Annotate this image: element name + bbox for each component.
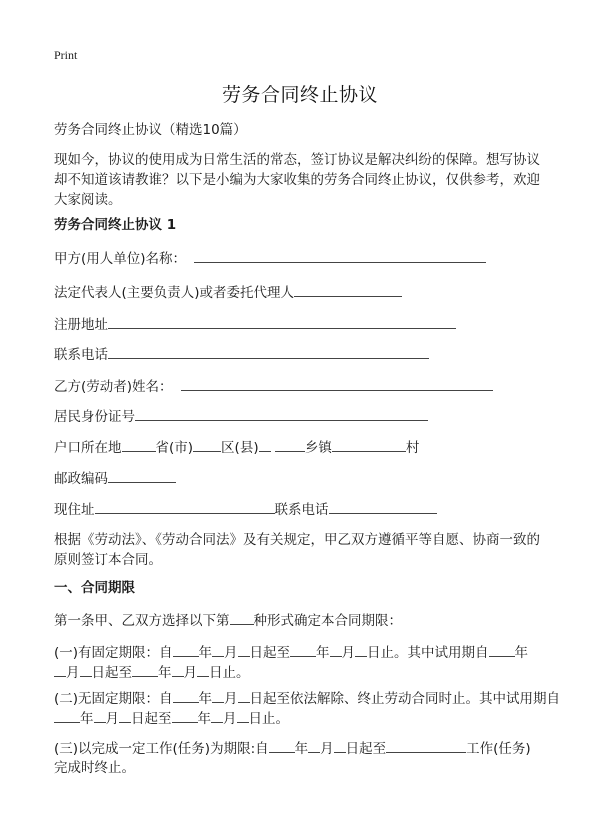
text: 月	[224, 691, 238, 707]
section-heading: 劳务合同终止协议 1	[54, 217, 177, 233]
text: 年	[514, 645, 529, 661]
text: 日止。	[367, 645, 408, 661]
blank-line[interactable]	[122, 437, 156, 452]
option-task-term-line2: 完成时终止。	[54, 760, 135, 776]
field-label: 户口所在地	[54, 440, 122, 456]
text: 种形式确定本合同期限：	[253, 613, 402, 629]
text: 月	[183, 665, 197, 681]
text: 日起至	[131, 711, 172, 727]
field-label: 联系电话	[274, 502, 329, 518]
blank-line[interactable]	[489, 642, 515, 657]
text: 日起至依法解除、终止劳动合同时止。其中试用期自	[249, 691, 561, 707]
text: 第一条甲、乙双方选择以下第	[54, 613, 230, 629]
field-label: 注册地址	[54, 317, 108, 333]
blank-line[interactable]	[173, 688, 199, 703]
text: 日起至	[249, 645, 291, 661]
basis-paragraph: 根据《劳动法》、《劳动合同法》及有关规定，甲乙双方遵循平等自愿、协商一致的原则签订本合同。	[54, 532, 540, 568]
blank-line[interactable]	[108, 314, 456, 329]
term-heading: 一、合同期限	[54, 580, 135, 596]
text: 年	[198, 645, 213, 661]
text: (一)有固定期限：自	[54, 645, 173, 661]
blank-line[interactable]	[355, 642, 367, 657]
blank-line[interactable]	[230, 610, 254, 625]
blank-line[interactable]	[108, 468, 176, 483]
blank-line[interactable]	[334, 738, 346, 753]
text: 年	[294, 741, 309, 757]
field-label: 甲方(用人单位)名称：	[54, 251, 187, 267]
field-label: 乙方(劳动者)姓名：	[54, 379, 173, 395]
blank-line[interactable]	[238, 688, 250, 703]
field-label: 联系电话	[54, 347, 108, 363]
document-title: 劳务合同终止协议	[221, 84, 378, 106]
blank-line[interactable]	[211, 708, 223, 723]
blank-line[interactable]	[135, 406, 428, 421]
field-label: 村	[405, 440, 420, 456]
blank-line[interactable]	[290, 642, 316, 657]
text: (三)以完成一定工作(任务)为期限:自	[54, 741, 269, 757]
blank-line[interactable]	[194, 248, 486, 263]
text: (二)无固定期限：自	[54, 691, 173, 707]
blank-line[interactable]	[329, 499, 437, 514]
field-phone-a	[54, 344, 429, 365]
text: 年	[80, 711, 94, 727]
blank-line[interactable]	[330, 642, 342, 657]
field-label: 区(县)	[221, 440, 259, 456]
blank-line[interactable]	[181, 376, 493, 391]
blank-line[interactable]	[238, 642, 250, 657]
text: 其中试用期自	[407, 645, 489, 661]
text: 年	[158, 665, 172, 681]
blank-line[interactable]	[275, 437, 305, 452]
field-label: 乡镇	[304, 440, 332, 456]
text: 月	[341, 645, 356, 661]
blank-line[interactable]	[212, 688, 224, 703]
text: 月	[320, 741, 334, 757]
blank-line[interactable]	[119, 708, 131, 723]
blank-line[interactable]	[94, 708, 106, 723]
text: 日止。	[248, 711, 289, 727]
document-subtitle: 劳务合同终止协议（精选10篇）	[54, 122, 247, 138]
blank-line[interactable]	[332, 437, 406, 452]
text: 月	[105, 711, 119, 727]
text: 月	[66, 665, 80, 681]
blank-line[interactable]	[259, 437, 271, 452]
field-reg-address	[54, 314, 456, 335]
blank-line[interactable]	[193, 437, 221, 452]
blank-line[interactable]	[80, 662, 92, 677]
intro-paragraph: 现如今，协议的使用成为日常生活的常态，签订协议是解决纠纷的保障。想写协议却不知道该请教谁？以下是小编为大家收集的劳务合同终止协议，仅供参考，欢迎大家阅读。	[54, 152, 540, 208]
blank-line[interactable]	[197, 662, 209, 677]
blank-line[interactable]	[386, 738, 466, 753]
blank-line[interactable]	[294, 282, 402, 297]
field-label: 省(市)	[155, 440, 194, 456]
blank-line[interactable]	[172, 708, 198, 723]
option-task-term	[54, 738, 531, 759]
field-current-address	[54, 499, 437, 520]
blank-line[interactable]	[132, 662, 158, 677]
blank-line[interactable]	[108, 344, 429, 359]
text: 日起至	[345, 741, 387, 757]
field-id-number	[54, 406, 428, 427]
option-open-term-line2	[54, 708, 289, 729]
text: 工作(任务)	[466, 741, 531, 757]
text: 日止。	[209, 665, 250, 681]
blank-line[interactable]	[54, 662, 66, 677]
field-label: 现住址	[54, 502, 95, 518]
text: 日起至	[91, 665, 132, 681]
blank-line[interactable]	[308, 738, 320, 753]
text: 年	[197, 711, 211, 727]
blank-line[interactable]	[173, 642, 199, 657]
text: 月	[223, 711, 237, 727]
field-postcode	[54, 468, 176, 489]
option-open-term	[54, 688, 560, 709]
blank-line[interactable]	[269, 738, 295, 753]
blank-line[interactable]	[54, 708, 80, 723]
option-fixed-term	[54, 642, 528, 663]
field-legal-rep	[54, 282, 402, 303]
blank-line[interactable]	[172, 662, 184, 677]
field-label: 居民身份证号	[54, 409, 135, 425]
field-label: 邮政编码	[54, 471, 108, 487]
field-party-b-name	[54, 376, 493, 397]
article-1	[54, 610, 402, 631]
print-link[interactable]: Print	[54, 48, 78, 62]
field-label: 法定代表人(主要负责人)或者委托代理人	[54, 285, 295, 301]
text: 月	[224, 645, 238, 661]
blank-line[interactable]	[95, 499, 275, 514]
blank-line[interactable]	[237, 708, 249, 723]
text: 年	[316, 645, 330, 661]
text: 年	[198, 691, 213, 707]
field-hukou	[54, 437, 419, 458]
blank-line[interactable]	[212, 642, 224, 657]
option-fixed-term-line2	[54, 662, 250, 683]
field-party-a-name	[54, 248, 486, 269]
